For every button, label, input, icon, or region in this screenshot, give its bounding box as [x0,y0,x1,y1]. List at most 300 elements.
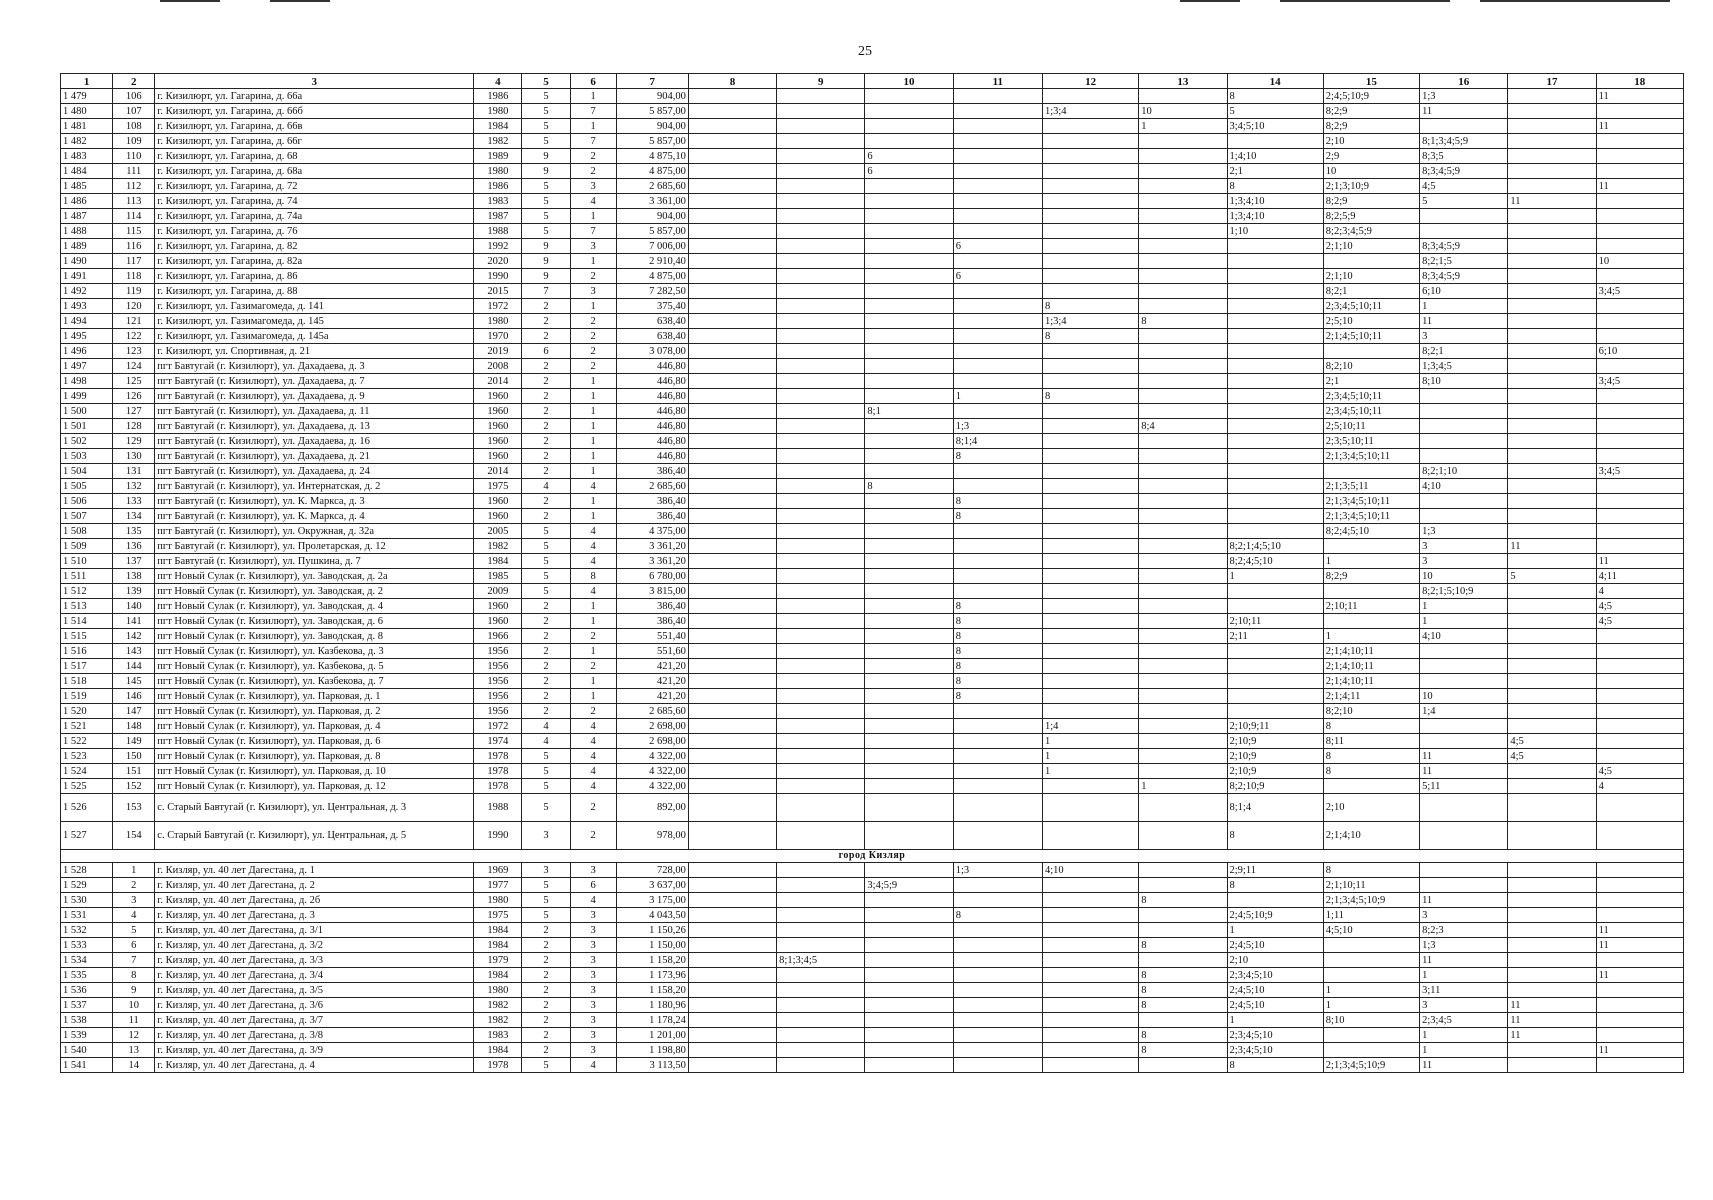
cell-col-8 [688,239,776,254]
cell-build-year: 2008 [474,359,522,374]
cell-entrances: 3 [570,284,616,299]
cell-col-17 [1508,614,1596,629]
cell-col-12 [1042,1058,1138,1073]
cell-row-number: 1 516 [61,644,113,659]
cell-col-14 [1227,893,1323,908]
cell-area: 904,00 [616,89,688,104]
cell-entrances: 7 [570,224,616,239]
cell-row-number: 1 512 [61,584,113,599]
cell-floors: 3 [522,863,570,878]
table-row [61,923,1684,938]
cell-floors: 5 [522,224,570,239]
cell-col-10: 8 [865,479,953,494]
cell-col-17 [1508,299,1596,314]
cell-col-18 [1596,449,1683,464]
cell-row-number: 1 532 [61,923,113,938]
cell-area: 4 875,10 [616,149,688,164]
cell-area: 4 322,00 [616,749,688,764]
cell-floors: 4 [522,719,570,734]
cell-build-year: 1956 [474,674,522,689]
cell-col-9 [777,224,865,239]
cell-col-8 [688,893,776,908]
cell-entrances: 1 [570,89,616,104]
cell-col-14: 2;4;5;10;9 [1227,908,1323,923]
cell-col-8 [688,998,776,1013]
cell-col-9 [777,194,865,209]
cell-build-year: 1982 [474,134,522,149]
cell-col-13 [1139,1013,1227,1028]
cell-col-12 [1042,269,1138,284]
cell-col-8 [688,968,776,983]
cell-address: пгт Бавтугай (г. Кизилюрт), ул. Дахадаева, д. 3 [155,359,474,374]
cell-col-8 [688,749,776,764]
cell-col-9 [777,404,865,419]
cell-col-16: 8;1;3;4;5;9 [1420,134,1508,149]
cell-col-15 [1323,344,1419,359]
cell-col-16: 3 [1420,908,1508,923]
cell-col-9 [777,863,865,878]
cell-col-17 [1508,179,1596,194]
cell-col-8 [688,779,776,794]
cell-col-11 [953,704,1042,719]
cell-local-number: 2 [113,878,155,893]
cell-col-11: 8 [953,509,1042,524]
cell-col-17 [1508,599,1596,614]
cell-build-year: 1960 [474,449,522,464]
cell-local-number: 139 [113,584,155,599]
cell-area: 5 857,00 [616,224,688,239]
cell-col-11 [953,209,1042,224]
cell-col-11 [953,749,1042,764]
cell-floors: 5 [522,119,570,134]
cell-col-18 [1596,749,1683,764]
cell-col-14: 8 [1227,878,1323,893]
cell-address: пгт Новый Сулак (г. Кизилюрт), ул. Заводская, д. 4 [155,599,474,614]
cell-col-8 [688,224,776,239]
table-row [61,614,1684,629]
cell-area: 1 198,80 [616,1043,688,1058]
table-row [61,479,1684,494]
cell-row-number: 1 501 [61,419,113,434]
cell-entrances: 4 [570,1058,616,1073]
cell-address: г. Кизилюрт, ул. Гагарина, д. 66в [155,119,474,134]
table-row [61,149,1684,164]
cell-col-13: 8;4 [1139,419,1227,434]
cell-col-15: 1 [1323,629,1419,644]
table-row [61,734,1684,749]
cell-col-8 [688,494,776,509]
cell-local-number: 135 [113,524,155,539]
cell-col-18 [1596,299,1683,314]
table-row [61,893,1684,908]
cell-col-8 [688,794,776,822]
cell-entrances: 1 [570,494,616,509]
cell-col-15: 2;3;5;10;11 [1323,434,1419,449]
cell-col-18 [1596,134,1683,149]
cell-build-year: 1984 [474,119,522,134]
cell-area: 551,60 [616,644,688,659]
cell-local-number: 126 [113,389,155,404]
cell-build-year: 1982 [474,998,522,1013]
cell-col-18: 11 [1596,119,1683,134]
cell-col-16 [1420,659,1508,674]
cell-col-17 [1508,494,1596,509]
cell-col-17: 11 [1508,1013,1596,1028]
cell-floors: 5 [522,179,570,194]
cell-local-number: 147 [113,704,155,719]
cell-col-17 [1508,269,1596,284]
cell-col-14 [1227,344,1323,359]
cell-col-17 [1508,239,1596,254]
table-row [61,689,1684,704]
column-header: 6 [570,74,616,89]
cell-col-15 [1323,953,1419,968]
cell-entrances: 6 [570,878,616,893]
cell-entrances: 4 [570,194,616,209]
cell-col-13 [1139,209,1227,224]
cell-col-15: 8;2;9 [1323,104,1419,119]
scan-edge-line [270,0,330,2]
cell-col-11 [953,179,1042,194]
cell-local-number: 11 [113,1013,155,1028]
cell-col-10 [865,749,953,764]
cell-area: 728,00 [616,863,688,878]
table-row [61,524,1684,539]
cell-col-14 [1227,284,1323,299]
cell-col-9 [777,938,865,953]
table-row [61,329,1684,344]
cell-col-12 [1042,878,1138,893]
cell-col-12 [1042,479,1138,494]
cell-col-10 [865,389,953,404]
cell-col-8 [688,938,776,953]
cell-row-number: 1 513 [61,599,113,614]
cell-col-9 [777,599,865,614]
cell-col-17 [1508,314,1596,329]
cell-col-9 [777,893,865,908]
cell-col-16 [1420,794,1508,822]
cell-entrances: 4 [570,524,616,539]
cell-col-18 [1596,314,1683,329]
cell-col-11: 6 [953,269,1042,284]
cell-col-18 [1596,794,1683,822]
table-row [61,1043,1684,1058]
cell-row-number: 1 490 [61,254,113,269]
cell-col-13 [1139,764,1227,779]
cell-floors: 5 [522,878,570,893]
cell-col-9 [777,968,865,983]
cell-col-18 [1596,629,1683,644]
cell-col-15: 2;10 [1323,794,1419,822]
cell-col-18 [1596,1028,1683,1043]
table-row [61,359,1684,374]
cell-col-14 [1227,449,1323,464]
cell-entrances: 1 [570,464,616,479]
cell-local-number: 133 [113,494,155,509]
cell-col-14 [1227,299,1323,314]
cell-build-year: 1978 [474,749,522,764]
cell-area: 7 282,50 [616,284,688,299]
cell-col-15: 8;10 [1323,1013,1419,1028]
cell-col-12: 1 [1042,734,1138,749]
cell-col-9 [777,764,865,779]
table-row [61,998,1684,1013]
cell-col-16: 3 [1420,554,1508,569]
cell-build-year: 1978 [474,1058,522,1073]
cell-address: г. Кизилюрт, ул. Газимагомеда, д. 145а [155,329,474,344]
cell-row-number: 1 503 [61,449,113,464]
cell-col-12: 1 [1042,749,1138,764]
cell-area: 5 857,00 [616,104,688,119]
cell-col-16 [1420,434,1508,449]
cell-build-year: 2019 [474,344,522,359]
cell-build-year: 1980 [474,893,522,908]
cell-row-number: 1 480 [61,104,113,119]
cell-local-number: 118 [113,269,155,284]
cell-local-number: 116 [113,239,155,254]
cell-col-8 [688,359,776,374]
cell-address: г. Кизляр, ул. 40 лет Дагестана, д. 3/5 [155,983,474,998]
cell-address: пгт Новый Сулак (г. Кизилюрт), ул. Парковая, д. 1 [155,689,474,704]
cell-floors: 2 [522,314,570,329]
cell-col-12 [1042,344,1138,359]
column-header: 2 [113,74,155,89]
cell-row-number: 1 486 [61,194,113,209]
cell-col-16 [1420,449,1508,464]
cell-col-18: 11 [1596,89,1683,104]
cell-col-11 [953,224,1042,239]
cell-row-number: 1 496 [61,344,113,359]
cell-col-9 [777,479,865,494]
cell-col-12: 1;4 [1042,719,1138,734]
cell-col-10 [865,134,953,149]
cell-col-10 [865,569,953,584]
cell-col-15: 2;1;3;4;5;10;11 [1323,494,1419,509]
cell-col-8 [688,923,776,938]
cell-col-13 [1139,404,1227,419]
cell-entrances: 2 [570,359,616,374]
housing-register-table [60,73,1684,1073]
cell-build-year: 1984 [474,554,522,569]
cell-floors: 9 [522,149,570,164]
table-row [61,719,1684,734]
cell-area: 4 043,50 [616,908,688,923]
cell-col-18 [1596,509,1683,524]
cell-col-11: 1;3 [953,419,1042,434]
cell-col-8 [688,863,776,878]
cell-col-12 [1042,938,1138,953]
cell-row-number: 1 535 [61,968,113,983]
cell-floors: 7 [522,284,570,299]
cell-col-11 [953,938,1042,953]
column-header: 10 [865,74,953,89]
cell-col-11: 6 [953,239,1042,254]
cell-col-14 [1227,599,1323,614]
cell-local-number: 3 [113,893,155,908]
cell-col-16: 11 [1420,893,1508,908]
cell-col-14: 2;4;5;10 [1227,938,1323,953]
cell-col-9 [777,644,865,659]
cell-local-number: 130 [113,449,155,464]
cell-col-18: 11 [1596,1043,1683,1058]
cell-row-number: 1 479 [61,89,113,104]
cell-col-18 [1596,494,1683,509]
cell-col-17 [1508,209,1596,224]
cell-col-8 [688,983,776,998]
cell-col-18 [1596,908,1683,923]
cell-local-number: 124 [113,359,155,374]
cell-col-18 [1596,209,1683,224]
cell-floors: 2 [522,1028,570,1043]
cell-col-14 [1227,404,1323,419]
cell-col-13 [1139,239,1227,254]
cell-floors: 5 [522,749,570,764]
table-row [61,584,1684,599]
cell-local-number: 123 [113,344,155,359]
cell-address: г. Кизляр, ул. 40 лет Дагестана, д. 3/7 [155,1013,474,1028]
column-header-row [61,74,1684,89]
cell-local-number: 136 [113,539,155,554]
table-row [61,554,1684,569]
table-row [61,314,1684,329]
table-row [61,404,1684,419]
cell-area: 3 175,00 [616,893,688,908]
scan-edge-line [160,0,220,2]
cell-build-year: 1960 [474,404,522,419]
cell-floors: 5 [522,569,570,584]
cell-col-8 [688,1013,776,1028]
cell-col-16: 8;3;4;5;9 [1420,164,1508,179]
cell-col-10 [865,908,953,923]
cell-col-11 [953,1028,1042,1043]
cell-area: 446,80 [616,374,688,389]
cell-local-number: 144 [113,659,155,674]
cell-col-8 [688,524,776,539]
cell-address: пгт Бавтугай (г. Кизилюрт), ул. Дахадаева, д. 13 [155,419,474,434]
cell-address: г. Кизилюрт, ул. Гагарина, д. 72 [155,179,474,194]
cell-col-17 [1508,119,1596,134]
cell-col-8 [688,629,776,644]
table-row [61,419,1684,434]
cell-col-10 [865,584,953,599]
cell-area: 4 375,00 [616,524,688,539]
column-header: 7 [616,74,688,89]
cell-area: 2 698,00 [616,719,688,734]
cell-entrances: 3 [570,908,616,923]
cell-build-year: 1980 [474,314,522,329]
cell-col-17 [1508,329,1596,344]
cell-col-12 [1042,434,1138,449]
cell-col-14: 2;10;9;11 [1227,719,1323,734]
cell-build-year: 1956 [474,644,522,659]
cell-col-9 [777,524,865,539]
cell-build-year: 1988 [474,794,522,822]
cell-area: 1 158,20 [616,983,688,998]
cell-row-number: 1 511 [61,569,113,584]
cell-col-16: 1 [1420,614,1508,629]
cell-address: пгт Новый Сулак (г. Кизилюрт), ул. Парковая, д. 10 [155,764,474,779]
cell-col-18: 3;4;5 [1596,464,1683,479]
cell-col-16: 8;2;1;10 [1420,464,1508,479]
cell-local-number: 8 [113,968,155,983]
table-row [61,674,1684,689]
cell-col-8 [688,434,776,449]
cell-col-10 [865,659,953,674]
cell-floors: 5 [522,893,570,908]
cell-local-number: 113 [113,194,155,209]
cell-col-14: 2;4;5;10 [1227,983,1323,998]
cell-entrances: 1 [570,389,616,404]
cell-col-17: 11 [1508,1028,1596,1043]
cell-col-11 [953,779,1042,794]
cell-col-18 [1596,194,1683,209]
cell-floors: 5 [522,794,570,822]
cell-col-9 [777,299,865,314]
cell-address: г. Кизляр, ул. 40 лет Дагестана, д. 3/3 [155,953,474,968]
cell-col-9 [777,794,865,822]
cell-col-15: 2;1;4;10;11 [1323,674,1419,689]
cell-col-10 [865,224,953,239]
cell-local-number: 13 [113,1043,155,1058]
cell-col-14: 1 [1227,1013,1323,1028]
cell-col-12 [1042,254,1138,269]
table-row [61,164,1684,179]
cell-col-17 [1508,983,1596,998]
cell-col-8 [688,389,776,404]
cell-floors: 2 [522,494,570,509]
cell-entrances: 1 [570,299,616,314]
cell-area: 1 178,24 [616,1013,688,1028]
cell-entrances: 2 [570,629,616,644]
cell-col-11 [953,953,1042,968]
cell-col-8 [688,822,776,850]
cell-address: г. Кизилюрт, ул. Спортивная, д. 21 [155,344,474,359]
cell-col-9: 8;1;3;4;5 [777,953,865,968]
cell-entrances: 7 [570,104,616,119]
table-row [61,749,1684,764]
cell-col-10 [865,629,953,644]
cell-area: 1 150,26 [616,923,688,938]
cell-col-9 [777,983,865,998]
cell-col-16: 8;2;1 [1420,344,1508,359]
cell-col-18 [1596,719,1683,734]
cell-floors: 2 [522,659,570,674]
cell-floors: 9 [522,164,570,179]
cell-col-15: 2;1;4;10;11 [1323,659,1419,674]
cell-col-13: 8 [1139,1043,1227,1058]
cell-floors: 5 [522,209,570,224]
table-row [61,89,1684,104]
cell-col-14 [1227,329,1323,344]
cell-col-10 [865,194,953,209]
cell-col-16: 1;3 [1420,938,1508,953]
cell-address: пгт Новый Сулак (г. Кизилюрт), ул. Парковая, д. 8 [155,749,474,764]
cell-col-17 [1508,419,1596,434]
cell-row-number: 1 528 [61,863,113,878]
cell-floors: 3 [522,822,570,850]
cell-row-number: 1 519 [61,689,113,704]
cell-col-18 [1596,269,1683,284]
cell-col-14: 1;10 [1227,224,1323,239]
cell-floors: 4 [522,479,570,494]
cell-area: 3 815,00 [616,584,688,599]
cell-build-year: 1990 [474,822,522,850]
cell-local-number: 115 [113,224,155,239]
cell-floors: 2 [522,704,570,719]
cell-local-number: 120 [113,299,155,314]
cell-col-15: 8;2;10 [1323,704,1419,719]
table-body [61,89,1684,1073]
